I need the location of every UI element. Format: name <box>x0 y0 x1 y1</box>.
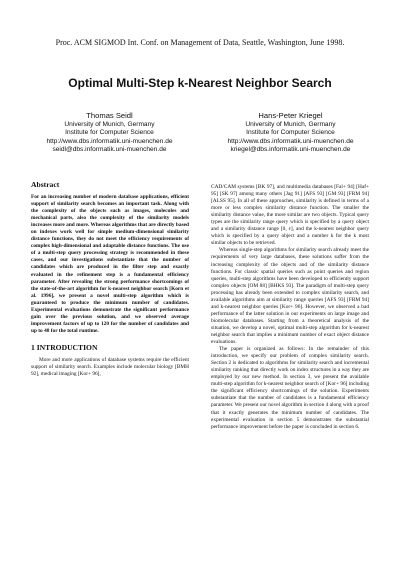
right-column <box>211 184 369 431</box>
author-institute: Institute for Computer Science <box>65 129 154 137</box>
introduction-heading: 1 INTRODUCTION <box>31 342 98 352</box>
author-url[interactable]: http://www.dbs.informatik.uni-muenchen.de <box>227 137 354 145</box>
body-paragraph: Whereas single-step algorithms for similarity search already meet the requirements of very large databases, these solutions suffer from the increasing complexity of the objects and of the similarity distance functions. For classic spatial queries such as point queries and region queries, multi-step algorithms have been developed to efficiently support complex objects [OM 88] [BHKS 93]. The paradigm of multi-step query processing has already been extended to complex similarity search, and available algorithms aim at similarity range queries [AFS 93] [FRM 94] and k-nearest neighbor queries [Kor+ 96]. However, we observed a bad performance of the latter solution in our experiments on large image and biomolecular databases. Starting from a theoretical analysis of the situation, we develop a novel, optimal multi-step algorithm for k-nearest neighbor search that implies a minimum number of exact object distance evaluations. <box>211 247 369 346</box>
body-paragraph: CAD/CAM systems [BK 97], and multimedia databases [Fal+ 94] [Haf+ 95] [SK 97] among many others [Jag 91] [AFS 93] [GM 93] [FRM 94] [ALSS 95]. In all of these approaches, similarity is defined in terms of a more or less complex similarity distance function. The smaller the similarity distance value, the more similar are two objects. Typical query types are the similarity range query which is specified by a query object and a similarity distance range [0, ε], and the k-nearest neighbor query which is specified by a query object and a number k for the k most similar objects to be retrieved. <box>211 184 369 247</box>
paper-title: Optimal Multi-Step k-Nearest Neighbor Search <box>68 76 332 90</box>
body-paragraph: The paper is organized as follows: In the remainder of this introduction, we specify our problem of complex similarity search. Section 2 is dedicated to algorithms for similarity search and incremental similarity ranking that directly work on index structures in a way they are employed by our new method. In section 3, we present the available multi-step algorithm for k-nearest neighbor search of [Kor+ 96] including the significant efficiency shortcomings of the solution. Experiments substantiate that the number of candidates is a fundamental efficiency parameter. We present our novel algorithm in section 4 along with a proof that it exactly generates the minimum number of candidates. The experimental evaluation in section 5 demonstrates the substantial performance improvement before the paper is concluded in section 6. <box>211 346 369 430</box>
abstract-heading: Abstract <box>31 180 60 189</box>
venue-line: Proc. ACM SIGMOD Int. Conf. on Management of Data, Seattle, Washington, June 1998. <box>55 38 345 47</box>
author-name: Hans-Peter Kriegel <box>258 111 323 120</box>
author-affiliation: University of Munich, Germany <box>64 121 155 128</box>
left-column <box>31 180 189 378</box>
author-email[interactable]: seidl@dbs.informatik.uni-muenchen.de <box>52 146 167 154</box>
abstract-text: For an increasing number of modern database applications, efficient support of similarity search becomes an important task. Along with the complexity of the objects such as images, molecules and mechanical parts, also the complexity of the similarity models increases more and more. Whereas algorithms that are directly based on indexes work well for simple medium-dimensional similarity distance functions, they do not meet the efficiency requirements of complex high-dimensional and adaptable distance functions. The use of a multi-step query processing strategy is recommended in these cases, and our investigations substantiate that the number of candidates which are produced in the filter step and exactly evaluated in the refinement step is a fundamental efficiency parameter. After revealing the strong performance shortcomings of the state-of-the-art algorithm for k-nearest neighbor search [Korn et al. 1996], we present a novel multi-step algorithm which is guaranteed to produce the minimum number of candidates. Experimental evaluations demonstrate the significant performance gain over the previous solution, and we observed average improvement factors of up to 120 for the number of candidates and up to 48 for the total runtime. <box>31 194 189 334</box>
author-url[interactable]: http://www.dbs.informatik.uni-muenchen.de <box>46 137 173 145</box>
author-affiliation: University of Munich, Germany <box>245 121 336 128</box>
introduction-paragraph: More and more applications of database systems require the efficient support of similarity search. Examples include molecular biology [BMH 92], medical imaging [Kor+ 96], <box>31 356 189 378</box>
author-seidl <box>22 111 197 155</box>
author-email[interactable]: kriegel@dbs.informatik.uni-muenchen.de <box>230 146 351 154</box>
author-name: Thomas Seidl <box>86 111 133 120</box>
author-institute: Institute for Computer Science <box>246 129 335 137</box>
author-kriegel <box>203 111 378 155</box>
author-block <box>22 111 378 155</box>
